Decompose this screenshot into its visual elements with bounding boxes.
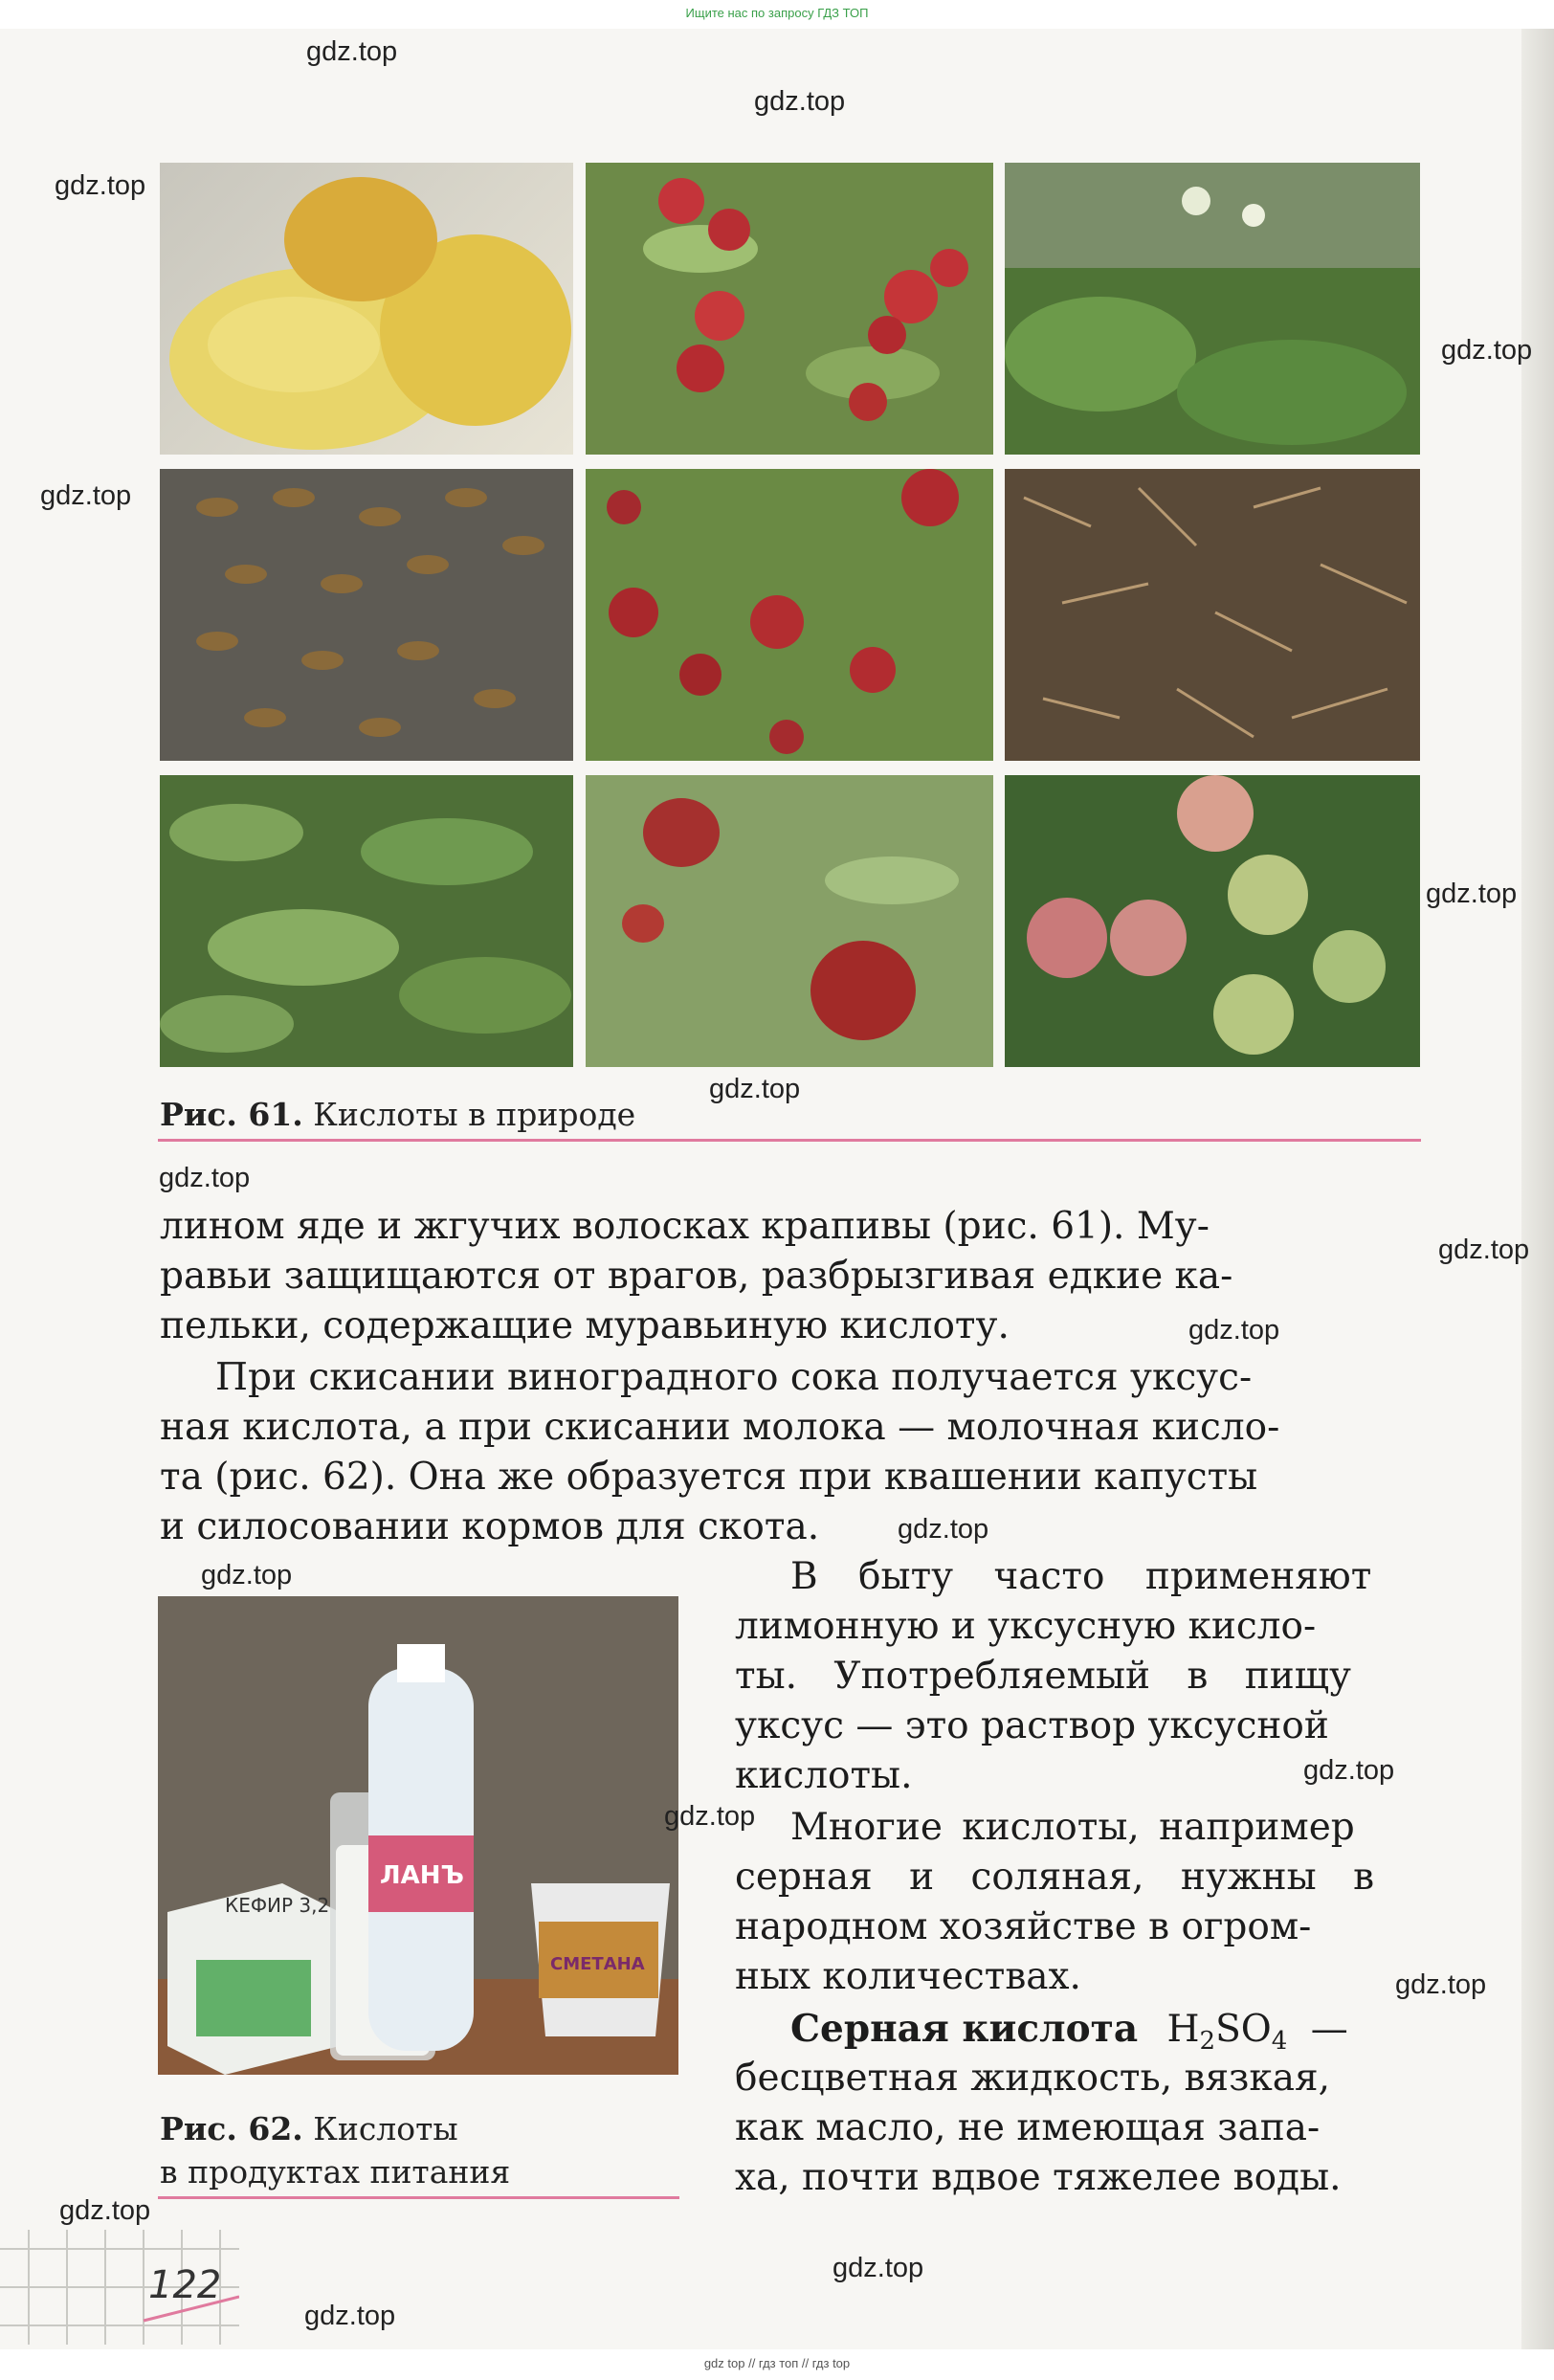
watermark: gdz.top [306, 36, 398, 67]
formula-sub-4: 4 [1271, 2027, 1288, 2056]
watermark: gdz.top [832, 2253, 924, 2283]
sulfuric-dash: — [1310, 2008, 1348, 2051]
photo-wild-strawberries [586, 775, 993, 1067]
bottom-promo-note: gdz top // гдз топ // гдз top [703, 2356, 851, 2370]
photo-sorrel-field [1005, 163, 1420, 455]
sorrel-illustration [1005, 163, 1420, 455]
watermark: gdz.top [898, 1514, 989, 1545]
kefir-label: КЕФИР 3,2 [225, 1894, 330, 1917]
figure-62-title-line1: Кислоты [313, 2110, 458, 2147]
watermark: gdz.top [55, 170, 146, 201]
right-line-7: серная и соляная, нужны в [735, 1856, 1375, 1899]
formula-so: SO [1215, 2008, 1272, 2051]
cranberries-illustration [586, 469, 993, 761]
watermark: gdz.top [664, 1801, 756, 1832]
dairy-products-illustration [158, 1596, 678, 2075]
sulfuric-formula [1166, 2008, 1288, 2056]
body-line-5: ная кислота, а при скисании молока — молочная кисло- [160, 1406, 1280, 1449]
body-line-3: пельки, содержащие муравьиную кислоту. [160, 1304, 1010, 1347]
photo-cranberries [586, 469, 993, 761]
figure-62-number: Рис. 62. [160, 2110, 303, 2147]
nettle-illustration [160, 775, 573, 1067]
photo-dairy-products [158, 1596, 678, 2075]
photo-anthill [1005, 469, 1420, 761]
figure-61-title: Кислоты в природе [313, 1096, 636, 1133]
page-edge [1521, 29, 1554, 2349]
bottle-label: ЛАНЪ [380, 1861, 464, 1890]
sulfuric-acid-term: Серная кислота [790, 2007, 1139, 2051]
watermark: gdz.top [1395, 1969, 1487, 2000]
figure-61-number: Рис. 61. [160, 1096, 303, 1133]
figure-61-caption [160, 1096, 635, 1133]
watermark: gdz.top [1441, 335, 1533, 366]
body-line-6: та (рис. 62). Она же образуется при квашении капусты [160, 1456, 1258, 1499]
figure-62-rule [158, 2196, 679, 2199]
apples-illustration [1005, 775, 1420, 1067]
right-line-3: ты. Употребляемый в пищу [735, 1655, 1351, 1698]
right-line-8: народном хозяйстве в огром- [735, 1905, 1312, 1948]
photo-apples [1005, 775, 1420, 1067]
strawberries-illustration [586, 775, 993, 1067]
formula-sub-2: 2 [1199, 2027, 1216, 2056]
watermark: gdz.top [201, 1560, 293, 1590]
figure-61-rule [158, 1139, 1421, 1142]
formula-h: H [1166, 2008, 1200, 2051]
watermark: gdz.top [304, 2301, 396, 2331]
right-line-4: уксус — это раствор уксусной [735, 1704, 1329, 1747]
body-line-7: и силосовании кормов для скота. [160, 1505, 820, 1548]
page-number: 122 [148, 2263, 222, 2307]
watermark: gdz.top [1188, 1315, 1280, 1346]
sulfuric-acid-line [790, 2004, 1348, 2055]
anthill-illustration [1005, 469, 1420, 761]
watermark: gdz.top [40, 480, 132, 511]
body-line-1: лином яде и жгучих волосках крапивы (рис. 61). Му- [160, 1205, 1210, 1248]
photo-bees [160, 469, 573, 761]
after-line-1: бесцветная жидкость, вязкая, [735, 2057, 1330, 2100]
body-line-2: равьи защищаются от врагов, разбрызгивая едкие ка- [160, 1255, 1233, 1298]
watermark: gdz.top [754, 86, 846, 117]
cup-label: СМЕТАНА [550, 1954, 645, 1974]
right-line-9: ных количествах. [735, 1955, 1081, 1998]
right-line-2: лимонную и уксусную кисло- [735, 1605, 1317, 1648]
photo-lemons [160, 163, 573, 455]
after-line-3: ха, почти вдвое тяжелее воды. [735, 2156, 1342, 2199]
right-line-1: В быту часто применяют [790, 1555, 1372, 1598]
after-line-2: как масло, не имеющая запа- [735, 2106, 1321, 2149]
photo-lingonberries [586, 163, 993, 455]
top-promo-note: Ищите нас по запросу ГДЗ ТОП [685, 6, 869, 20]
right-line-6: Многие кислоты, например [790, 1806, 1355, 1849]
photo-nettle [160, 775, 573, 1067]
watermark: gdz.top [59, 2195, 151, 2226]
watermark: gdz.top [1303, 1755, 1395, 1786]
watermark: gdz.top [1426, 879, 1518, 909]
watermark: gdz.top [1438, 1234, 1530, 1265]
berries-illustration [586, 163, 993, 455]
figure-62-caption-line2: в продуктах питания [160, 2153, 511, 2191]
bees-illustration [160, 469, 573, 761]
figure-62-caption-line1 [160, 2110, 458, 2147]
right-line-5: кислоты. [735, 1754, 913, 1797]
body-line-4: При скисании виноградного сока получается уксус- [215, 1356, 1253, 1399]
watermark: gdz.top [159, 1163, 251, 1193]
watermark: gdz.top [709, 1074, 801, 1104]
lemons-illustration [160, 163, 573, 455]
